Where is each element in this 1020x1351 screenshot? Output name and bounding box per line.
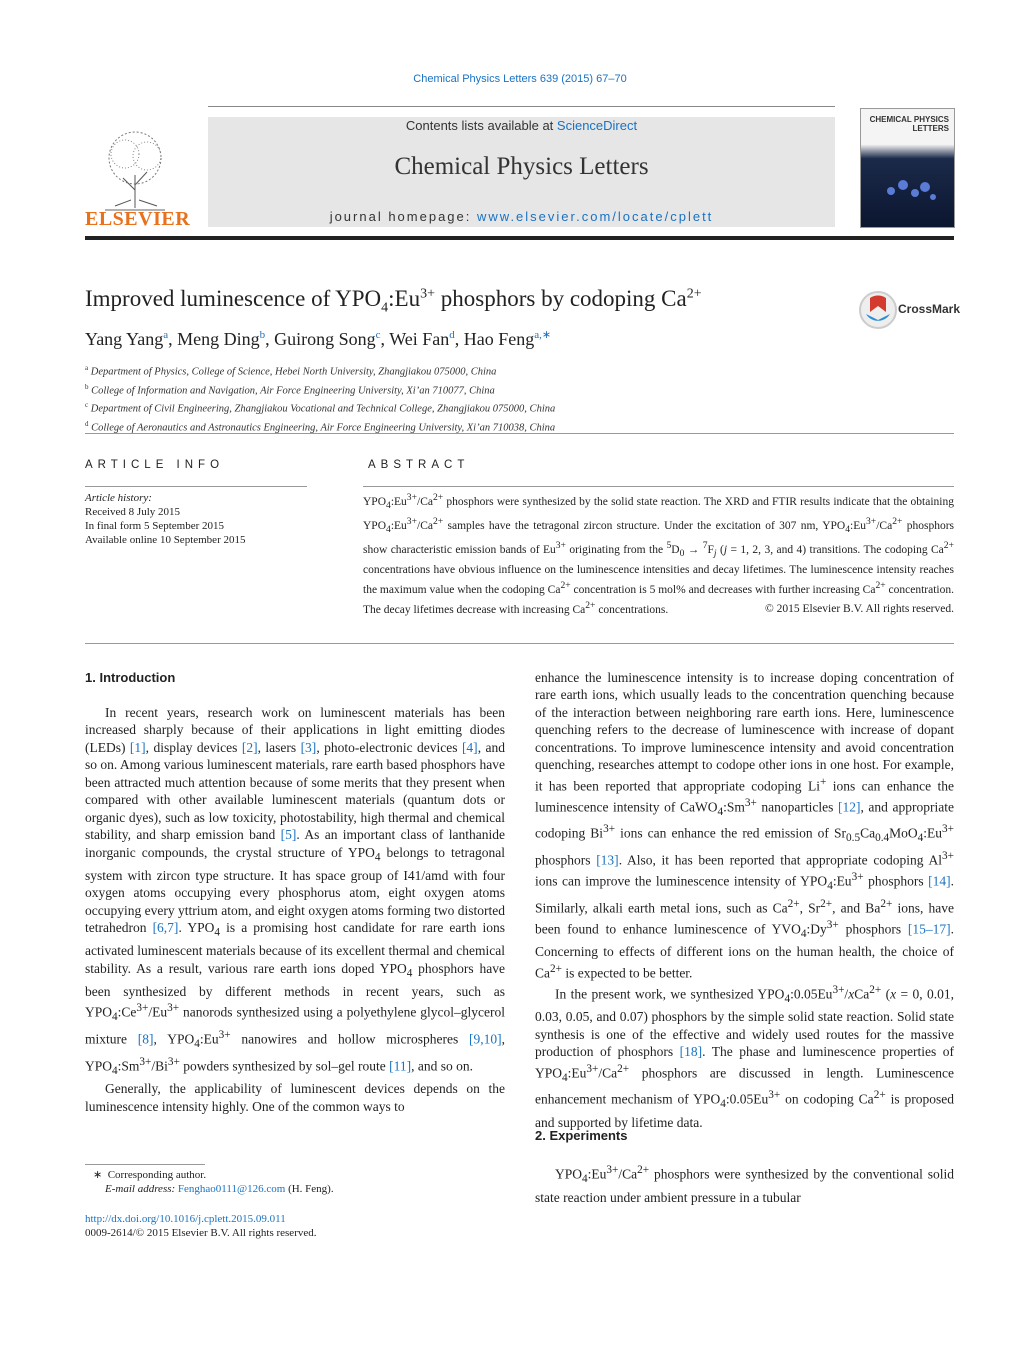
article-info-heading: ARTICLE INFO [85, 459, 225, 471]
paragraph: Generally, the applicability of luminescent devices depends on the luminescence intensity highly. One of the common ways to [85, 1081, 505, 1114]
contents-prefix: Contents lists available at [405, 118, 557, 133]
affiliation-item [85, 380, 555, 399]
affiliation-text: College of Information and Navigation, Air Force Engineering University, Xi’an 710077, China [91, 385, 495, 396]
header-divider [208, 106, 835, 107]
revised-date: In final form 5 September 2015 [85, 520, 224, 532]
affiliation-mark: d [85, 419, 89, 428]
affiliation-divider [85, 433, 954, 434]
sciencedirect-link[interactable]: ScienceDirect [556, 118, 638, 133]
citation-link[interactable]: [9,10] [469, 1031, 502, 1047]
email-suffix: (H. Feng). [285, 1183, 334, 1195]
author-name: Yang Yang [85, 329, 164, 349]
paragraph: In recent years, research work on luminescent materials has been increased sharply because of their applications in light emitting diodes (LEDs) [1], display devices [2], lasers [3], photo-electronic devices [4], and so on. Among various luminescent materials, rare earth based phosphors have been attracted much attention because of some merits that they present when compared with other available luminescent materials (quantum dots or organic dyes), such as low toxicity, photostability, high thermal and chemical stability, and sharp emission band [5]. As an important class of lanthanide inorganic compounds, the crystal structure of $YPO_4$ belongs to tetragonal system with zircon type structure. It has space group of I41/amd with four oxygen atoms occupying every phosphorus atom, eight oxygen atoms occupying every yttrium atom, and eight oxygen atoms forming two distorted tetrahedron [6,7]. $YPO_4$ is a promising host candidate for rare earth ions activated luminescent materials because of its excellent thermal and chemical stability. As a result, various rare earth ions doped $YPO_4$ phosphors have been synthesized by different methods in recent years, such as $YPO_4:Ce^{3+}/Eu^{3+}$ nanorods synthesized using a polyethylene glycol–glycerol mixture [8], $YPO_4:Eu^{3+}$ nanowires and hollow microspheres [9,10], $YPO_4:Sm^{3+}/Bi^{3+}$ powders synthesized by sol–gel route [11], and so on. [85, 705, 506, 1077]
online-date: Available online 10 September 2015 [85, 534, 246, 546]
article-info-rule [85, 486, 307, 487]
citation-link[interactable]: [2] [241, 739, 258, 755]
affiliation-text: Department of Physics, College of Science, Hebei North University, Zhangjiakou 075000, China [90, 366, 497, 378]
citation-link[interactable]: [13] [596, 852, 619, 868]
journal-banner [208, 117, 835, 227]
author-name: Meng Ding [177, 329, 260, 349]
affiliation-item [85, 398, 555, 417]
author-affil-mark[interactable]: b [259, 329, 266, 341]
footnote [85, 1168, 334, 1196]
left-column-text [85, 704, 505, 1115]
citation-link[interactable]: [12] [837, 799, 861, 815]
corresponding-author-note: ∗ Corresponding author. [93, 1169, 207, 1181]
author-list: Yang Yang$^a$, Meng Ding$^b$, Guirong Song$^c$, Wei Fan$^d$, Hao Feng$^{a,∗}$ [85, 329, 552, 349]
abstract-heading: ABSTRACT [368, 459, 470, 471]
header-thick-rule [85, 236, 954, 240]
author-name: Wei Fan [389, 329, 450, 349]
footnote-rule [85, 1164, 205, 1165]
history-label: Article history: [85, 492, 152, 504]
homepage-prefix: journal homepage: [329, 209, 477, 224]
paragraph: In the present work, we synthesized $YPO_4:0.05Eu^{3+}/xCa^{2+}$ (x = 0, 0.01, 0.03, 0.05, and 0.07) phosphors by the simple solid state reaction. Solid state synthesis is one of the effective and widely used routes for the massive production of phosphors [18]. The phase and luminescence properties of $YPO_4:Eu^{3+}/Ca^{2+}$ phosphors are discussed in length. Luminescence enhancement mechanism of $YPO_4:0.05Eu^{3+}$ on codoping $Ca^{2+}$ is proposed and supported by lifetime data. [535, 983, 954, 1130]
citation-link[interactable]: [3] [300, 739, 317, 755]
citation-link[interactable]: [14] [928, 873, 951, 889]
homepage-link[interactable]: www.elsevier.com/locate/cplett [477, 209, 714, 224]
contents-line [208, 117, 835, 133]
paragraph: $YPO_4:Eu^{3+}/Ca^{2+}$ phosphors were synthesized by the conventional solid state reaction under ambient pressure in a tubular [535, 1164, 954, 1205]
crossmark-icon[interactable] [858, 290, 898, 330]
paper-title: Improved luminescence of $YPO_4:Eu^{3+}$ phosphors by codoping $Ca^{2+}$ [85, 286, 702, 316]
copyright-notice: © 2015 Elsevier B.V. All rights reserved. [765, 603, 954, 615]
email-link[interactable]: Fenghao0111@126.com [177, 1183, 286, 1195]
doi-block [85, 1212, 317, 1240]
affiliation-mark: a [85, 364, 89, 372]
affiliation-mark: b [85, 382, 89, 391]
email-label: E-mail address: [105, 1183, 178, 1195]
affiliation-item [85, 361, 555, 380]
journal-cover-image[interactable] [860, 108, 955, 228]
citation-link[interactable]: [1] [129, 739, 146, 755]
article-history [85, 491, 245, 547]
affiliations [85, 361, 555, 435]
right-column-text [535, 669, 954, 1131]
cover-title: CHEMICAL PHYSICS LETTERS [869, 115, 949, 133]
author-affil-mark[interactable]: d [449, 329, 455, 341]
abstract-rule [363, 486, 954, 487]
crossmark-label[interactable]: CrossMark [898, 302, 961, 316]
paragraph: enhance the luminescence intensity is to increase doping concentration of rare earth ions, which usually leads to the concentration quenching because of the interaction between neighboring rare earth ions. Here, luminescence quenching refers to the decrease of luminescence with increase of dopant concentrations. To improve luminescence intensity and avoid concentration quenching, researches attempt to codope other ions in one host. For example, it has been reported that appropriate codoping Li+ ions can enhance the luminescence intensity of $CaWO_4:Sm^{3+}$ nanoparticles [12], and appropriate codoping $Bi^{3+}$ ions can enhance the red emission of $Sr_{0.5}Ca_{0.4}MoO_4:Eu^{3+}$ phosphors [13]. Also, it has been reported that appropriate codoping $Al^{3+}$ ions can improve the luminescence intensity of $YPO_4:Eu^{3+}$ phosphors [14]. Similarly, alkali earth metal ions, such as $Ca^{2+}$, $Sr^{2+}$, and $Ba^{2+}$ ions, have been found to enhance luminescence of $YVO_4:Dy^{3+}$ phosphors [15–17]. Concerning to effects of different ions on the human health, the choice of $Ca^{2+}$ is expected to be better. [535, 670, 954, 981]
journal-homepage [208, 209, 835, 224]
citation-link[interactable]: [4] [461, 739, 478, 755]
abstract-text: $YPO_4:Eu^{3+}/Ca^{2+}$ phosphors were synthesized by the solid state reaction. The XRD and FTIR results indicate that the obtaining $YPO_4:Eu^{3+}/Ca^{2+}$ samples have the tetragonal zircon structure. Under the excitation of 307 nm, $YPO_4:Eu^{3+}/Ca^{2+}$ phosphors show characteristic emission bands of $Eu^{3+}$ originating from the $^5D_0 \to ^7F_j$ (j = 1, 2, 3, and 4) transitions. The codoping $Ca^{2+}$ concentrations have obvious influence on the luminescence intensities and decay lifetimes. The luminescence intensity reaches the maximum value when the codoping $Ca^{2+}$ concentration is 5 mol% and decreases with further increasing $Ca^{2+}$ concentration. The decay lifetimes decrease with increasing $Ca^{2+}$ concentrations. [363, 492, 955, 617]
author-affil-mark[interactable]: a [163, 329, 169, 341]
corresponding-text: Corresponding author. [107, 1169, 207, 1181]
journal-title: Chemical Physics Letters [394, 153, 649, 180]
citation-link[interactable]: [5] [280, 827, 297, 843]
journal-reference[interactable]: Chemical Physics Letters 639 (2015) 67–70 [413, 73, 627, 85]
citation-link[interactable]: [18] [679, 1044, 703, 1060]
citation-link[interactable]: [8] [137, 1031, 154, 1047]
cover-molecule-graphic [881, 171, 941, 211]
email-line [85, 1182, 334, 1196]
experiments-text [535, 1162, 954, 1206]
affiliation-mark: c [85, 401, 89, 409]
author-name: Hao Feng [463, 329, 535, 349]
section-heading-experiments: 2. Experiments [535, 1128, 628, 1143]
body-divider [85, 643, 954, 644]
citation-link[interactable]: [11] [389, 1058, 412, 1074]
issn-line: 0009-2614/© 2015 Elsevier B.V. All rights reserved. [85, 1227, 317, 1239]
section-heading-introduction: 1. Introduction [85, 670, 176, 685]
author-name: Guirong Song [274, 329, 376, 349]
affiliation-text: Department of Civil Engineering, Zhangjiakou Vocational and Technical College, Zhangjiakou 075000, China [90, 403, 556, 415]
citation-link[interactable]: [6,7] [152, 920, 179, 936]
author-affil-mark[interactable]: a,∗ [534, 329, 552, 341]
citation-link[interactable]: [15–17] [907, 921, 951, 936]
affiliation-text: College of Aeronautics and Astronautics Engineering, Air Force Engineering University, Xi’an 710038, China [91, 422, 556, 433]
author-affil-mark[interactable]: c [375, 329, 381, 341]
received-date: Received 8 July 2015 [85, 506, 181, 518]
elsevier-wordmark: ELSEVIER [85, 208, 191, 230]
doi-link[interactable]: http://dx.doi.org/10.1016/j.cplett.2015.09.011 [85, 1213, 286, 1225]
